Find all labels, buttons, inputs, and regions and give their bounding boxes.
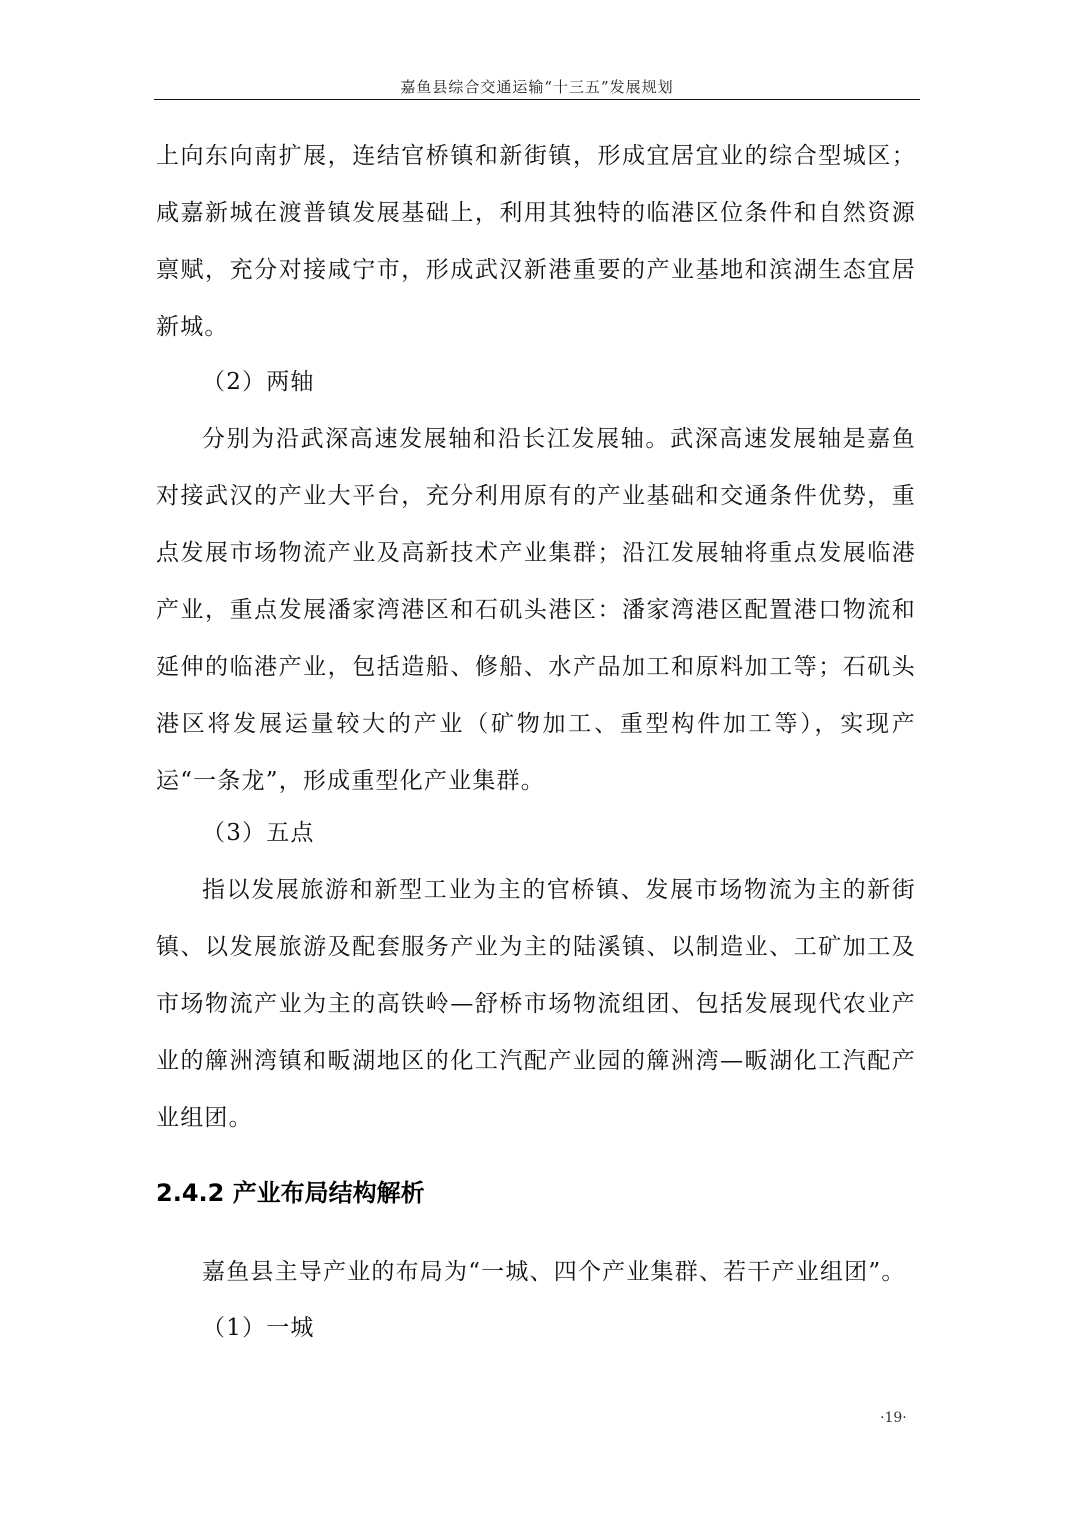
paragraph-five-points: 指以发展旅游和新型工业为主的官桥镇、发展市场物流为主的新街镇、以发展旅游及配套服务产业为主的陆溪镇、以制造业、工矿加工及市场物流产业为主的高铁岭—舒桥市场物流组团、包括发展现代农业产业的簰洲湾镇和畈湖地区的化工汽配产业园的簰洲湾—畈湖化工汽配产业组团。 [156, 877, 916, 1131]
section-heading: 2.4.2 产业布局结构解析 [156, 1179, 425, 1207]
paragraph-industry-layout: 嘉鱼县主导产业的布局为“一城、四个产业集群、若干产业组团”。 [202, 1259, 906, 1285]
page-header-title: 嘉鱼县综合交通运输“十三五”发展规划 [400, 78, 674, 96]
page-number: ·19· [880, 1410, 907, 1426]
paragraph-two-axes: 分别为沿武深高速发展轴和沿长江发展轴。武深高速发展轴是嘉鱼对接武汉的产业大平台，充分利用原有的产业基础和交通条件优势，重点发展市场物流产业及高新技术产业集群；沿江发展轴将重点发展临港产业，重点发展潘家湾港区和石矶头港区：潘家湾港区配置港口物流和延伸的临港产业，包括造船、修船、水产品加工和原料加工等；石矶头港区将发展运量较大的产业（矿物加工、重型构件加工等），实现产运“一条龙”，形成重型化产业集群。 [156, 426, 916, 794]
subheading-one-city: （1）一城 [202, 1315, 315, 1341]
subheading-five-points: （3）五点 [202, 820, 315, 846]
subheading-two-axes: （2）两轴 [202, 369, 315, 395]
paragraph-continued: 上向东向南扩展，连结官桥镇和新街镇，形成宜居宜业的综合型城区；咸嘉新城在渡普镇发展基础上，利用其独特的临港区位条件和自然资源禀赋，充分对接咸宁市，形成武汉新港重要的产业基地和滨湖生态宜居新城。 [156, 143, 916, 340]
header-divider [154, 99, 920, 100]
